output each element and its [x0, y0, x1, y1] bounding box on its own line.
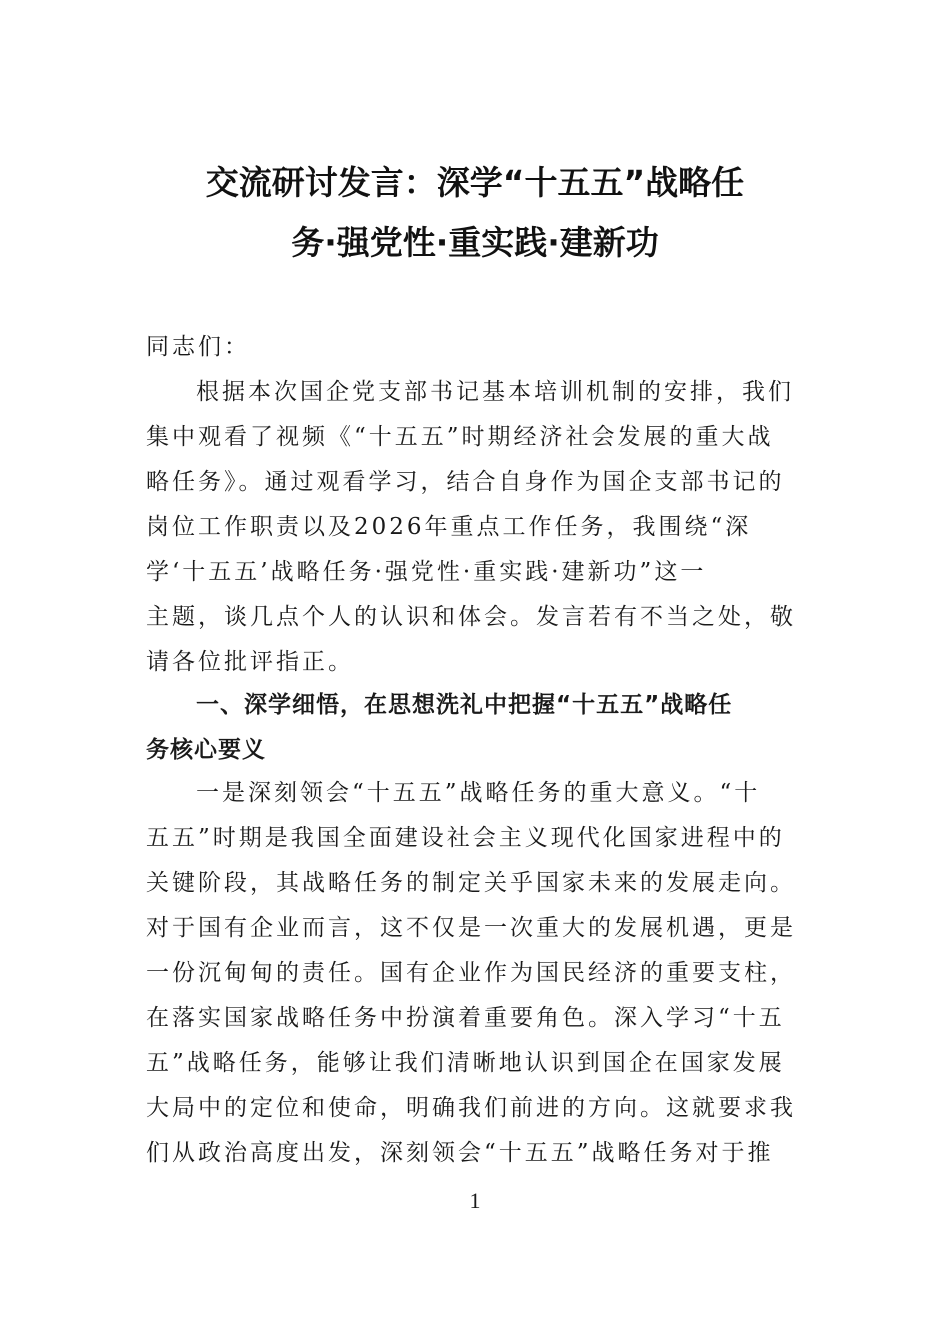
heading-line: 一、深学细悟，在思想洗礼中把握“十五五”战略任	[196, 692, 733, 718]
text-line: 根据本次国企党支部书记基本培训机制的安排，我们	[196, 379, 794, 405]
text-line: 一是深刻领会“十五五”战略任务的重大意义。“十	[196, 780, 761, 806]
document-title	[150, 153, 800, 273]
title-line-2: 务·强党性·重实践·建新功	[291, 223, 659, 262]
page-number: 1	[469, 1188, 481, 1213]
text-line: 请各位批评指正。	[146, 649, 354, 675]
text-line: 岗位工作职责以及2026年重点工作任务，我围绕“深	[146, 514, 752, 540]
intro-paragraph	[146, 370, 796, 685]
title-line-1: 交流研讨发言：深学“十五五”战略任	[205, 163, 745, 202]
text-line: 在落实国家战略任务中扮演着重要角色。深入学习“十五	[146, 1005, 785, 1031]
heading-line: 务核心要义	[146, 737, 266, 763]
text-line: 主题，谈几点个人的认识和体会。发言若有不当之处，敬	[146, 604, 796, 630]
section-heading	[146, 683, 786, 773]
text-line: 一份沉甸甸的责任。国有企业作为国民经济的重要支柱，	[146, 960, 796, 986]
text-line: 略任务》。通过观看学习，结合自身作为国企支部书记的	[146, 469, 785, 495]
text-line: 集中观看了视频《“十五五”时期经济社会发展的重大战	[146, 424, 774, 450]
text-line: 大局中的定位和使命，明确我们前进的方向。这就要求我	[146, 1095, 796, 1121]
point-one-paragraph	[146, 771, 796, 1176]
text-line: 对于国有企业而言，这不仅是一次重大的发展机遇，更是	[146, 915, 796, 941]
text-line: 五五”时期是我国全面建设社会主义现代化国家进程中的	[146, 825, 785, 851]
text-line: 学‘十五五’战略任务·强党性·重实践·建新功”这一	[146, 559, 707, 585]
text-line: 五”战略任务，能够让我们清晰地认识到国企在国家发展	[146, 1050, 785, 1076]
salutation: 同志们：	[146, 334, 250, 360]
text-line: 关键阶段，其战略任务的制定关乎国家未来的发展走向。	[146, 870, 796, 896]
text-line: 们从政治高度出发，深刻领会“十五五”战略任务对于推	[146, 1140, 774, 1166]
